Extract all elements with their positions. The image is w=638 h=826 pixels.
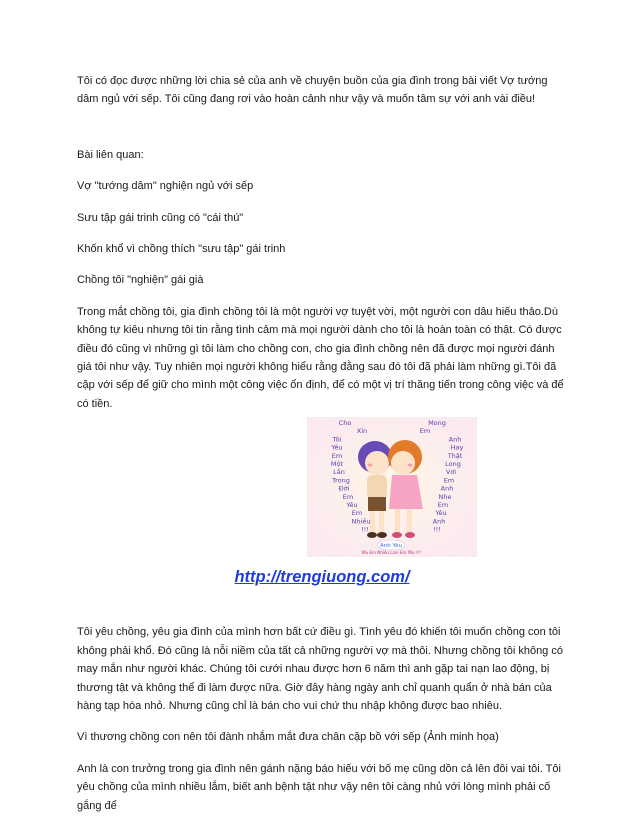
svg-text:Yêu Em Nhiều Lam Em Yêu !!!: Yêu Em Nhiều Lam Em Yêu !!! [361,550,421,556]
left-word: Em [351,509,363,518]
paragraph-2: Tôi yêu chồng, yêu gia đình của mình hơn bất cứ điều gì. Tình yêu đó khiến tôi muốn chồng con tôi không phải khổ. Đó cũng là nỗi niềm của tất cả những người vợ mà thôi. Nhưng chồng tôi không có may mắn như người khác. Chúng tôi cưới nhau được hơn 6 năm thì anh gặp tai nạn lao động, bị thương tật và không thể đi làm được nữa. Giờ đây hàng ngày anh chỉ quanh quẩn ở nhà bán của hàng tạp hóa nhỏ. Nhưng cũng chỉ là bán cho vui chứ thu nhập không được bao nhiêu. [77,626,563,712]
related-heading: Bài liên quan: [77,148,144,161]
right-word: Mong [428,419,446,428]
paragraph-3: Anh là con trưởng trong gia đình nên gánh nặng báo hiếu với bố mẹ cũng dồn cả lên đôi vai tôi. Tôi yêu chồng của mình nhiều lắm, biết anh bệnh tật như vậy nên tôi càng nhủ với lòng mình phải cố gắng để [77,762,561,812]
left-word: Đời [338,484,350,493]
related-link-2[interactable]: Sưu tập gái trinh cũng có "cái thú" [77,211,244,224]
left-word: Em [342,493,354,502]
left-word: Yêu [346,501,358,510]
right-word: Em [443,476,455,485]
left-word: Trong [332,476,350,485]
paragraph-1: Trong mắt chồng tôi, gia đình chồng tôi là một người vợ tuyệt vời, một người con dâu hiếu thảo.Dù không tự kiêu nhưng tôi tin rằng tình cảm mà mọi người dành cho tôi là hoàn toàn có thật. Có được điều đó cũng vì những gì tôi làm cho chồng con, cho gia đình chồng nên đã được mọi người đánh giá tôi như vậy. Tuy nhiên mọi người không hiểu rằng đằng sau đó tôi đã phải làm những gì.Tôi đã cặp với sếp để giữ cho mình một công việc ổn định, để có một vị trí thăng tiến trong công việc và để có tiền. [77,305,564,410]
right-word: Vơi [445,468,457,477]
left-word: Yêu [331,443,343,452]
related-link-1[interactable]: Vợ "tướng dâm" nghiện ngủ với sếp [77,180,254,193]
right-word: Hay [450,443,464,452]
right-word: Anh [440,484,454,493]
article-body [77,72,567,815]
couple-illustration [307,417,477,557]
right-word: !!! [433,525,441,534]
left-word: Tôi [332,435,342,444]
link-container [77,568,567,587]
left-word: Lần [333,468,345,477]
left-word: Xin [356,427,368,436]
right-word: Long [445,460,461,469]
right-word: Yêu [435,509,447,518]
left-word: Cho [338,419,352,428]
right-word: Nhe [438,493,452,502]
left-word: Nhiều [351,517,371,526]
right-word: Em [437,501,449,510]
left-word: !!! [361,525,369,534]
right-word: Anh [432,517,446,526]
image-caption: Vì thương chồng con nên tôi đành nhắm mắt đưa chân cặp bồ với sếp (Ảnh minh họa) [77,731,499,744]
left-word: Em [331,452,343,461]
right-word: Anh [448,435,462,444]
site-link[interactable]: http://trengiuong.com/ [234,568,410,587]
right-word: Em [419,427,431,436]
left-word: Một [330,460,344,469]
related-link-4[interactable]: Chồng tôi "nghiện" gái già [77,274,204,287]
related-link-3[interactable]: Khốn khổ vì chồng thích "sưu tập" gái trinh [77,243,286,256]
intro-paragraph: Tôi có đọc được những lời chia sẻ của anh về chuyện buồn của gia đình trong bài viết Vợ tướng dâm ngủ với sếp. Tôi cũng đang rơi vào hoàn cảnh như vậy và muốn tâm sự với anh vài điều! [77,75,548,106]
svg-text:Anh Yêu: Anh Yêu [380,543,402,550]
right-word: Thật [447,452,463,461]
